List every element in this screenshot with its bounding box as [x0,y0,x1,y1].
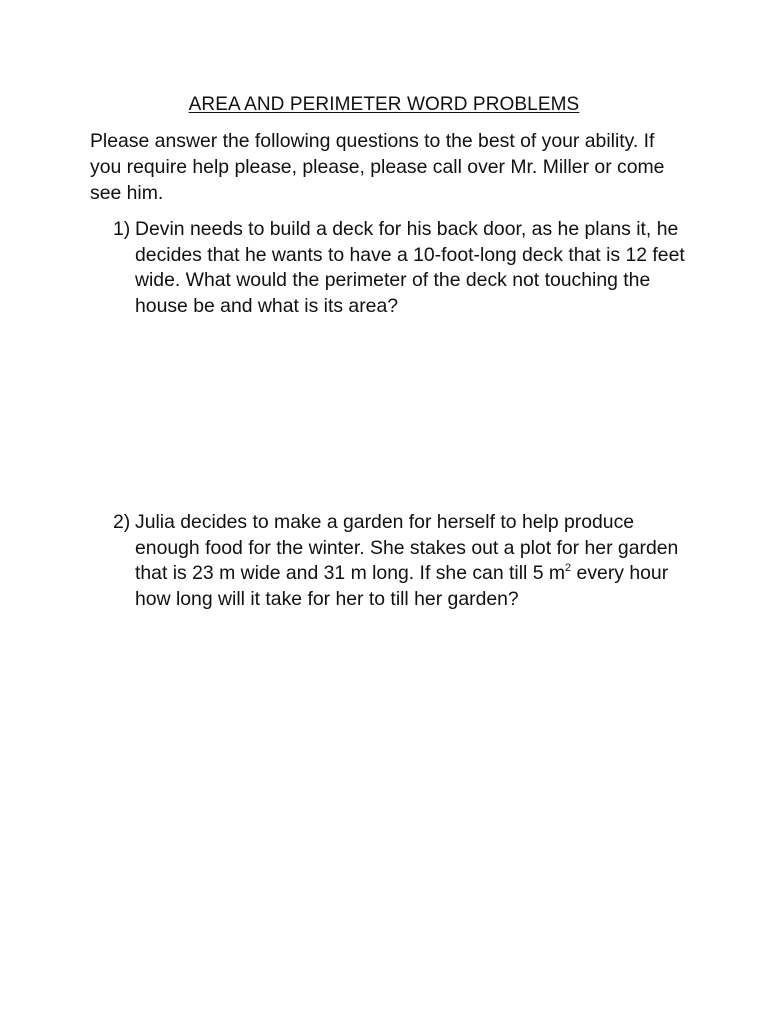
squared-superscript: 2 [565,561,572,574]
question-number: 2) [113,511,131,533]
question-2 [113,510,693,613]
question-text-part-2: every hour how long will it take for her to till her garden? [135,562,669,611]
question-text-part-1: Julia decides to make a garden for herself to help produce enough food for the winter. She stakes out a plot for her garden that is 23 m wide and 31 m long. If she can till 5 m [135,511,679,585]
worksheet-title: AREA AND PERIMETER WORD PROBLEMS [188,94,580,115]
question-1 [113,217,693,320]
question-text: Devin needs to build a deck for his back door, as he plans it, he decides that he wants to have a 10-foot-long deck that is 12 feet wide. What would the perimeter of the deck not touching the house be and what is its area? [135,218,685,318]
instructions-paragraph: Please answer the following questions to the best of your ability. If you require help please, please, please call over Mr. Miller or come see him. [90,130,665,204]
question-number: 1) [113,218,131,240]
question-text [135,510,693,613]
